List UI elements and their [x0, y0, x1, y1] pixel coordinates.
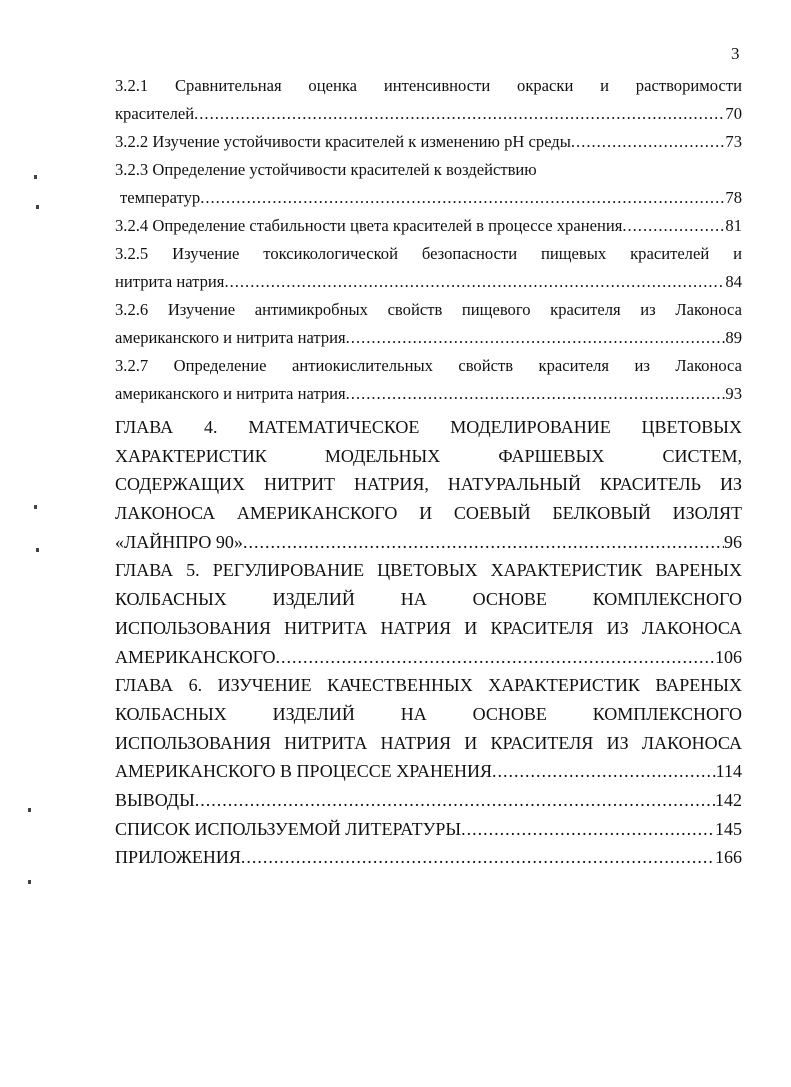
toc-entry-title: американского и нитрита натрия: [115, 384, 346, 403]
scan-speck: [34, 505, 37, 509]
toc-entry: [115, 413, 742, 442]
toc-entry-title: 3.2.2 Изучение устойчивости красителей к изменению pH среды: [115, 132, 571, 151]
toc-entry-title: 3.2.4 Определение стабильности цвета красителей в процессе хранения: [115, 216, 623, 235]
toc-entry: [115, 585, 742, 614]
toc-entry: [115, 442, 742, 471]
scan-speck: [34, 175, 37, 179]
toc-entry: [115, 556, 742, 585]
toc-entry-title: ГЛАВА 4. МАТЕМАТИЧЕСКОЕ МОДЕЛИРОВАНИЕ ЦВЕТОВЫХ: [115, 417, 742, 437]
toc-entry: [115, 156, 742, 184]
toc-entry-title: «ЛАЙНПРО 90»: [115, 531, 243, 552]
dot-leader: [224, 268, 725, 296]
toc-entry-title: 3.2.3 Определение устойчивости красителей к воздействию: [115, 160, 537, 179]
scan-speck: [28, 880, 31, 884]
toc-entry: [115, 268, 742, 296]
toc-entry-title: нитрита натрия: [115, 272, 225, 291]
toc-entry-page: 166: [715, 847, 742, 868]
scan-speck: [36, 205, 39, 209]
toc-entry-title: 3.2.7 Определение антиокислительных свойств красителя из Лаконоса: [115, 356, 742, 375]
toc-entry-title: ВЫВОДЫ: [115, 789, 195, 810]
toc-entry: [115, 499, 742, 528]
toc-entry-page: 89: [725, 328, 742, 347]
toc-entry-page: 114: [715, 761, 742, 782]
toc-entry-page: 84: [725, 272, 742, 291]
toc-entry: [115, 671, 742, 700]
toc-entry: [115, 815, 742, 844]
toc-entry-title: ГЛАВА 6. ИЗУЧЕНИЕ КАЧЕСТВЕННЫХ ХАРАКТЕРИСТИК ВАРЕНЫХ: [115, 675, 742, 696]
dot-leader: [461, 815, 715, 844]
toc-entry-title: СПИСОК ИСПОЛЬЗУЕМОЙ ЛИТЕРАТУРЫ: [115, 818, 462, 839]
toc-entry-title: 3.2.1 Сравнительная оценка интенсивности окраски и растворимости: [115, 76, 742, 95]
toc-entry: [115, 72, 742, 100]
toc-entry: [115, 470, 742, 499]
dot-leader: [276, 643, 715, 672]
toc-entry-title: КОЛБАСНЫХ ИЗДЕЛИЙ НА ОСНОВЕ КОМПЛЕКСНОГО: [115, 589, 742, 610]
toc-entry: [115, 324, 742, 352]
toc-entry: [115, 380, 742, 408]
toc-entry-title: ХАРАКТЕРИСТИК МОДЕЛЬНЫХ ФАРШЕВЫХ СИСТЕМ,: [115, 445, 742, 466]
toc-entry-title: 3.2.6 Изучение антимикробных свойств пищевого красителя из Лаконоса: [115, 300, 742, 319]
table-of-contents: [115, 72, 742, 872]
toc-entry-page: 93: [725, 384, 742, 403]
toc-entry: [115, 729, 742, 758]
toc-entry: [115, 100, 742, 128]
toc-entry-title: ИСПОЛЬЗОВАНИЯ НИТРИТА НАТРИЯ И КРАСИТЕЛЯ ИЗ ЛАКОНОСА: [115, 732, 742, 753]
toc-entry-page: 73: [725, 132, 742, 151]
toc-entry-title: ГЛАВА 5. РЕГУЛИРОВАНИЕ ЦВЕТОВЫХ ХАРАКТЕРИСТИК ВАРЕНЫХ: [115, 560, 742, 581]
dot-leader: [243, 528, 724, 557]
toc-entry-title: ИСПОЛЬЗОВАНИЯ НИТРИТА НАТРИЯ И КРАСИТЕЛЯ ИЗ ЛАКОНОСА: [115, 617, 742, 638]
toc-entry: [115, 614, 742, 643]
toc-entry: [115, 296, 742, 324]
toc-entry-title: ПРИЛОЖЕНИЯ: [115, 847, 241, 868]
toc-entry-title: температур: [120, 188, 201, 207]
dot-leader: [571, 128, 726, 156]
toc-entry-title: американского и нитрита натрия: [115, 328, 346, 347]
dot-leader: [194, 100, 725, 128]
toc-entry-page: 70: [725, 104, 742, 123]
toc-entry-title: СОДЕРЖАЩИХ НИТРИТ НАТРИЯ, НАТУРАЛЬНЫЙ КРАСИТЕЛЬ ИЗ: [115, 474, 742, 495]
dot-leader: [346, 380, 726, 408]
toc-entry: [115, 352, 742, 380]
toc-entry: [115, 212, 742, 240]
toc-entry: [115, 757, 742, 786]
toc-entry: [115, 528, 742, 557]
toc-entry-title: КОЛБАСНЫХ ИЗДЕЛИЙ НА ОСНОВЕ КОМПЛЕКСНОГО: [115, 703, 742, 724]
toc-entry: [115, 843, 742, 872]
toc-entry-page: 106: [715, 646, 742, 667]
toc-entry-title: ЛАКОНОСА АМЕРИКАНСКОГО И СОЕВЫЙ БЕЛКОВЫЙ ИЗОЛЯТ: [115, 503, 742, 524]
dot-leader: [200, 184, 725, 212]
dot-leader: [346, 324, 726, 352]
toc-entry: [115, 700, 742, 729]
dot-leader: [622, 212, 725, 240]
toc-entry-page: 96: [724, 531, 742, 552]
toc-entry-page: 81: [725, 216, 742, 235]
page-number: 3: [731, 44, 740, 63]
toc-entry: [115, 240, 742, 268]
dot-leader: [492, 757, 716, 786]
scan-speck: [36, 548, 39, 552]
toc-entry: [115, 643, 742, 672]
toc-entry-title: 3.2.5 Изучение токсикологической безопасности пищевых красителей и: [115, 244, 742, 263]
scan-speck: [28, 808, 31, 812]
toc-entry-title: АМЕРИКАНСКОГО В ПРОЦЕССЕ ХРАНЕНИЯ: [115, 761, 492, 782]
toc-entry-title: красителей: [115, 104, 195, 123]
dot-leader: [241, 843, 715, 872]
toc-entry: [115, 128, 742, 156]
toc-entry-page: 145: [715, 818, 742, 839]
toc-entry: [115, 786, 742, 815]
toc-entry-page: 142: [715, 789, 742, 810]
dot-leader: [195, 786, 715, 815]
toc-entry: [115, 184, 742, 212]
toc-entry-title: АМЕРИКАНСКОГО: [115, 646, 276, 667]
toc-entry-page: 78: [725, 188, 742, 207]
